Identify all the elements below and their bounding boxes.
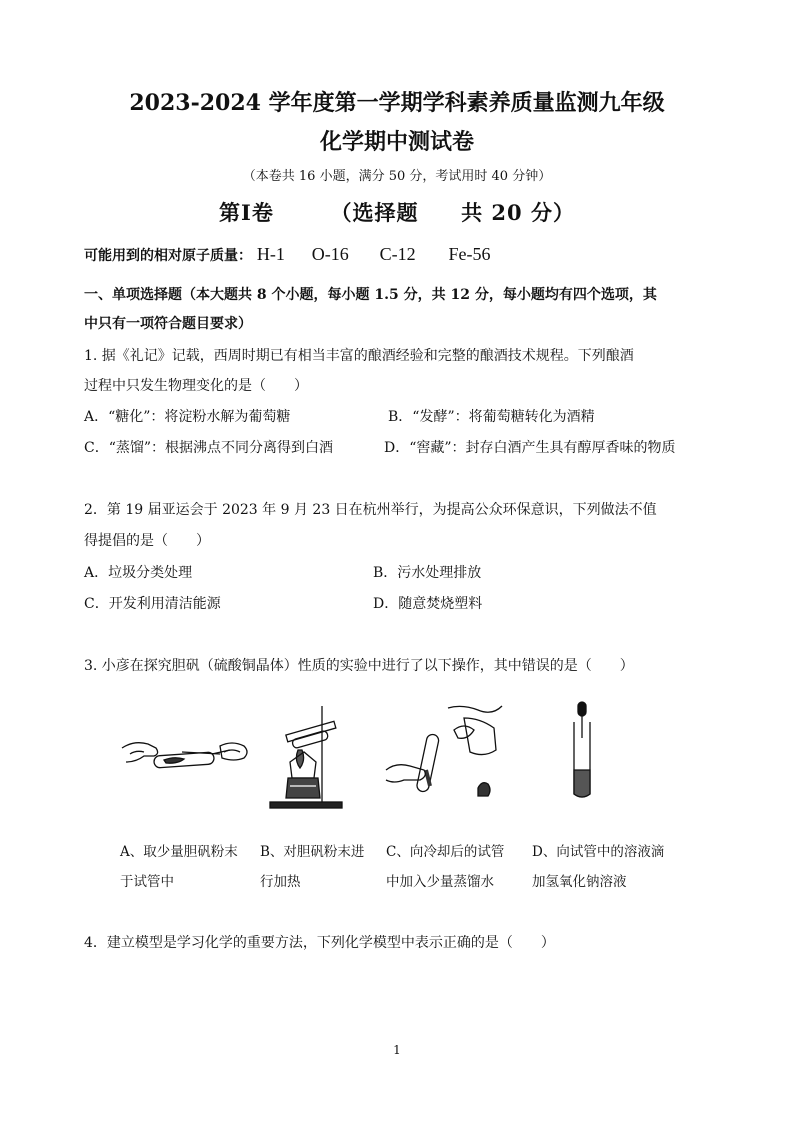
q1-option-c: C．“蒸馏”：根据沸点不同分离得到白酒 — [84, 440, 334, 456]
figure-a-add-powder — [120, 732, 255, 787]
q3-caption-c-line1: C、向冷却后的试管 — [386, 844, 505, 860]
q3-caption-b-line1: B、对胆矾粉末进 — [260, 844, 365, 860]
q3-caption-a-line1: A、取少量胆矾粉末 — [120, 844, 238, 860]
section-title-volume: 第Ⅰ卷 — [219, 200, 274, 225]
atomic-mass-c: C-12 — [379, 244, 416, 264]
q3-caption-b-line2: 行加热 — [260, 874, 301, 890]
exam-note: （本卷共 16 小题，满分 50 分，考试用时 40 分钟） — [242, 169, 552, 184]
page-number: 1 — [393, 1043, 401, 1057]
q3-caption-c-line2: 中加入少量蒸馏水 — [386, 874, 494, 890]
section-title-type: （选择题 — [330, 200, 419, 225]
q1-option-b: B．“发酵”：将葡萄糖转化为酒精 — [388, 409, 595, 425]
exam-title-line1: 2023-2024 学年度第一学期学科素养质量监测九年级 — [129, 90, 665, 116]
part1-heading-line2: 中只有一项符合题目要求） — [84, 316, 252, 332]
q3-caption-d-line1: D、向试管中的溶液滴 — [532, 844, 665, 860]
q3-caption-d-line2: 加氢氧化钠溶液 — [532, 874, 627, 890]
q2-option-a: A．垃圾分类处理 — [84, 565, 193, 581]
q1-option-a: A．“糖化”：将淀粉水解为葡萄糖 — [84, 409, 291, 425]
q2-option-b: B．污水处理排放 — [373, 565, 482, 581]
atomic-mass-label: 可能用到的相对原子质量： — [84, 248, 252, 264]
q2-stem-line2: 得提倡的是（ ） — [84, 533, 210, 549]
atomic-mass-o: O-16 — [311, 244, 349, 264]
q4-stem-line1: 4．建立模型是学习化学的重要方法，下列化学模型中表示正确的是（ ） — [84, 935, 555, 951]
q1-option-d: D．“窖藏”：封存白酒产生具有醇厚香味的物质 — [384, 440, 676, 456]
section-title — [0, 197, 794, 227]
part1-heading-line1: 一、单项选择题（本大题共 8 个小题，每小题 1.5 分，共 12 分，每小题均有四个选项，其 — [84, 287, 657, 303]
q2-option-d: D．随意焚烧塑料 — [373, 596, 483, 612]
q3-caption-a-line2: 于试管中 — [120, 874, 174, 890]
section-title-score: 共 20 分） — [461, 200, 575, 225]
q1-stem-line2: 过程中只发生物理变化的是（ ） — [84, 378, 308, 394]
q2-option-c: C．开发利用清洁能源 — [84, 596, 221, 612]
figure-c-add-water — [384, 700, 514, 800]
figure-b-heating — [266, 702, 346, 812]
q3-stem-line1: 3. 小彦在探究胆矾（硫酸铜晶体）性质的实验中进行了以下操作，其中错误的是（ ） — [84, 658, 634, 674]
q1-stem-line1: 1. 据《礼记》记载，西周时期已有相当丰富的酿酒经验和完整的酿酒技术规程。下列酿酒 — [84, 348, 634, 364]
figure-d-dropper — [568, 700, 598, 800]
atomic-mass-fe: Fe-56 — [448, 244, 491, 264]
exam-title-line2: 化学期中测试卷 — [319, 129, 474, 155]
atomic-mass-h: H-1 — [256, 244, 285, 264]
atomic-mass-line — [84, 244, 491, 265]
q2-stem-line1: 2．第 19 届亚运会于 2023 年 9 月 23 日在杭州举行，为提高公众环保意识，下列做法不值 — [84, 502, 657, 518]
